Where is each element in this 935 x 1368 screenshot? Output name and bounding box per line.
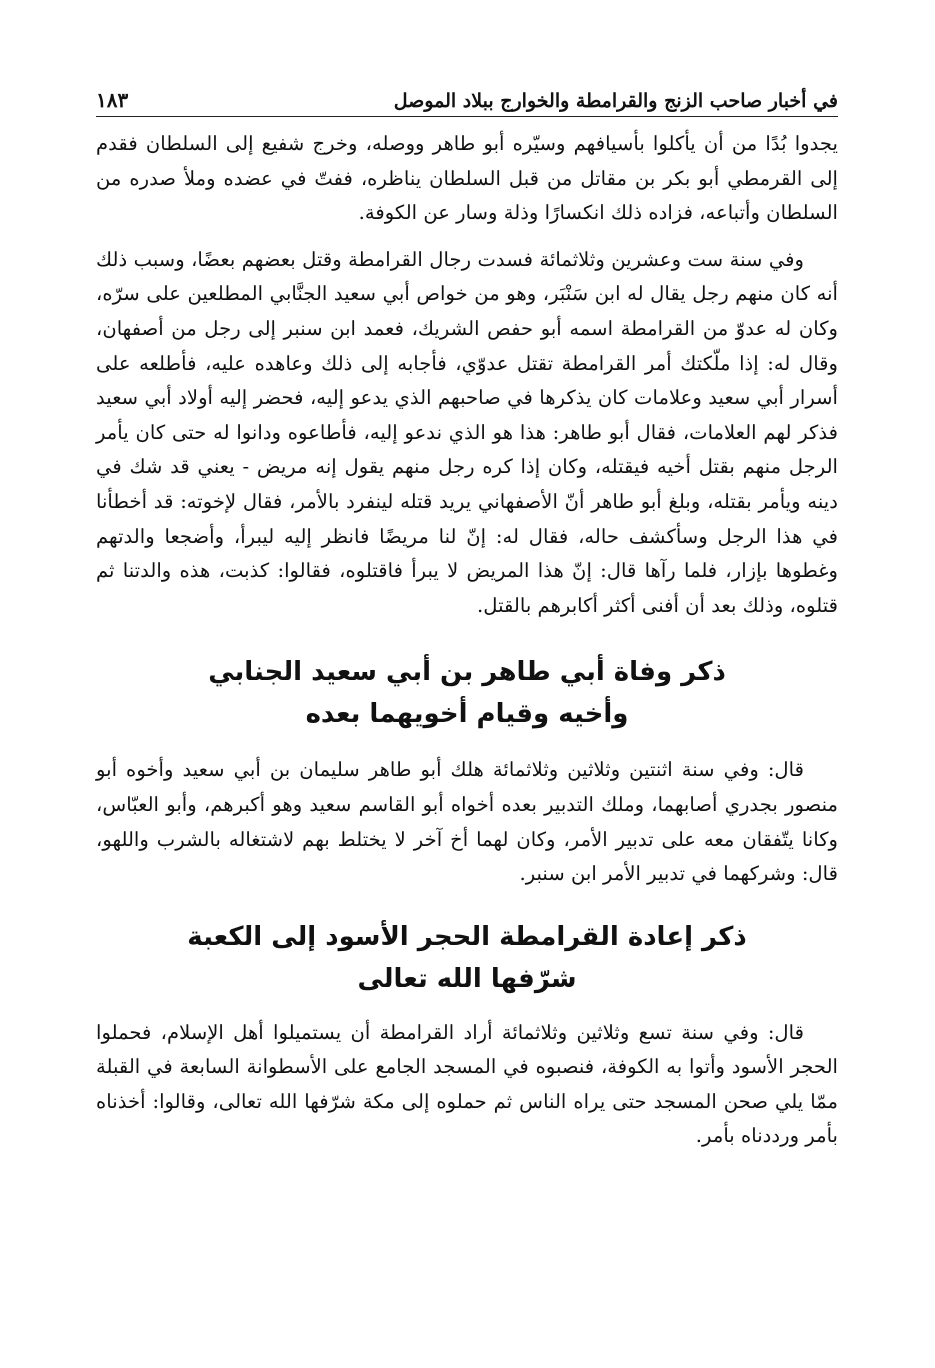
paragraph-year-332: قال: وفي سنة اثنتين وثلاثين وثلاثمائة هلك أبو طاهر سليمان بن أبي سعيد وأخوه أبو منصور بجدري أصابهما، وملك التدبير بعده أخواه أبو القاسم سعيد وهو أكبرهم، وأبو العبّاس، وكانا يتّفقان معه على تدبير الأمر، وكان لهما أخ آخر لا يختلط بهم لاشتغاله بالشرب واللهو، قال: وشركهما في تدبير الأمر ابن سنبر. <box>96 758 838 886</box>
section-heading-line: وأخيه وقيام أخويهما بعده <box>305 699 629 730</box>
paragraph-year-339: قال: وفي سنة تسع وثلاثين وثلاثمائة أراد القرامطة أن يستميلوا أهل الإسلام، فحملوا الحجر الأسود وأتوا به الكوفة، فنصبوه في المسجد الجامع على الأسطوانة السابعة في القبلة ممّا يلي صحن المسجد حتى يراه الناس ثم حملوه إلى مكة شرّفها الله تعالى، وقالوا: أخذناه بأمر ورددناه بأمر. <box>96 1020 838 1148</box>
section-heading-black-stone <box>96 916 838 1000</box>
book-page <box>96 78 838 1348</box>
paragraph-continuation: يجدوا بُدًا من أن يأكلوا بأسيافهم وسيّره أبو طاهر ووصله، وخرج شفيع إلى السلطان فقدم إلى القرمطي أبو بكر بن مقاتل من قبل السلطان يناظره، ففتّ في عضده وملأ صدره من السلطان وأتباعه، فزاده ذلك انكسارًا وذلة وسار عن الكوفة. <box>96 132 838 225</box>
running-header <box>96 78 838 117</box>
section-heading-line: شرّفها الله تعالى <box>357 963 577 994</box>
section-heading-abu-tahir-death <box>96 651 838 735</box>
section-heading-line: ذكر وفاة أبي طاهر بن أبي سعيد الجنابي <box>208 657 726 688</box>
running-title: في أخبار صاحب الزنج والقرامطة والخوارج ببلاد الموصل <box>393 90 838 112</box>
page-number: ١٨٣ <box>96 88 129 112</box>
paragraph-year-326: وفي سنة ست وعشرين وثلاثمائة فسدت رجال القرامطة وقتل بعضهم بعضًا، وسبب ذلك أنه كان منهم رجل يقال له ابن سَنْبَر، وهو من خواص أبي سعيد الجنَّابي المطلعين على سرّه، وكان له عدوّ من القرامطة اسمه أبو حفص الشريك، فعمد ابن سنبر إلى رجل من أصفهان، وقال له: إذا ملّكتك أمر القرامطة تقتل عدوّي، فأجابه إلى ذلك وعاهده عليه، فأطلعه على أسرار أبي سعيد وعلامات كان يذكرها في صاحبهم الذي يدعو إليه، فحضر إليه أولاد أبي سعيد فذكر لهم العلامات، فقال أبو طاهر: هذا هو الذي ندعو إليه، فأطاعوه ودانوا له حتى كان يأمر الرجل منهم بقتل أخيه فيقتله، وكان إذا كره رجل منهم يقول إنه مريض - يعني قد شك في دينه ويأمر بقتله، وبلغ أبو طاهر أنّ الأصفهاني يريد قتله لينفرد بالأمر، فقال لإخوته: قد أخطأنا في هذا الرجل وسأكشف حاله، فقال له: إنّ لنا مريضًا فانظر إليه ليبرأ، وأضجعا والدتهم وغطوها بإزار، فلما رآها قال: إنّ هذا المريض لا يبرأ فاقتلوه، فقالوا: كذبت، هذه والدتنا ثم قتلوه، وذلك بعد أن أفنى أكثر أكابرهم بالقتل. <box>96 247 839 617</box>
section-heading-line: ذكر إعادة القرامطة الحجر الأسود إلى الكعبة <box>187 921 747 952</box>
